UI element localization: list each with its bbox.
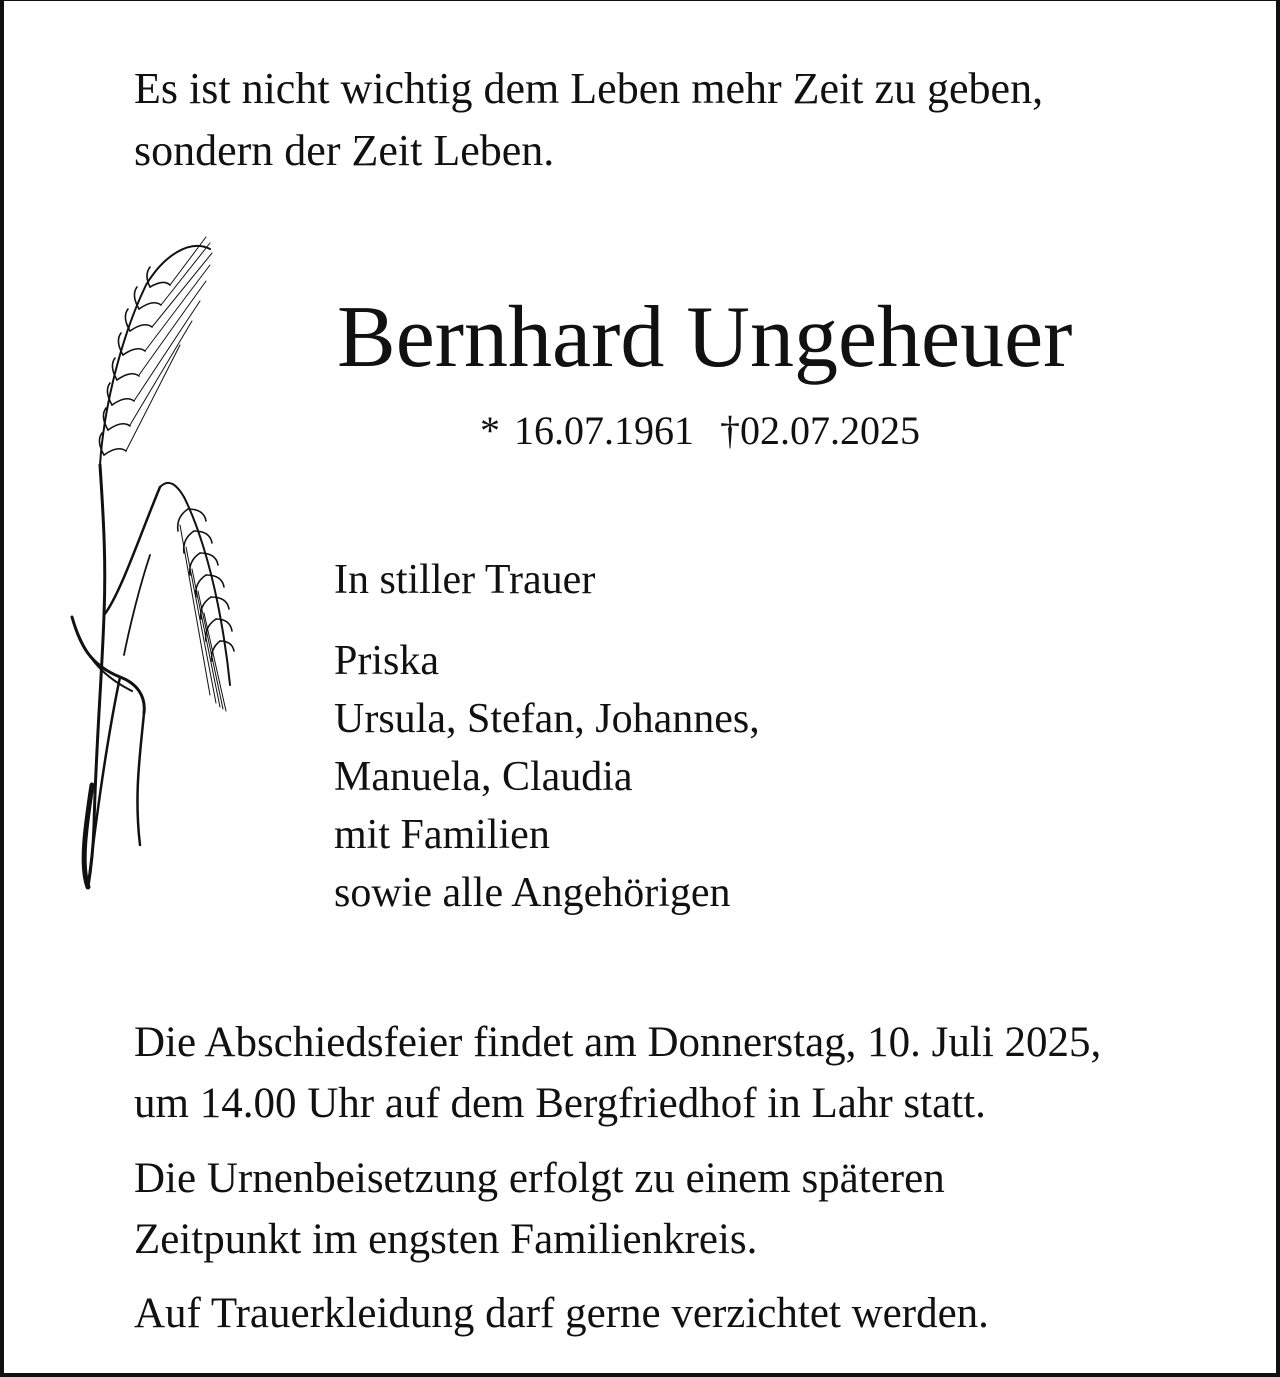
mourner-line: Priska [334,638,439,684]
birth-star-icon: * [480,408,500,453]
death-date: 02.07.2025 [740,408,920,453]
urn-line-1: Die Urnenbeisetzung erfolgt zu einem späteren [134,1155,945,1202]
mourner-line: Manuela, Claudia [334,754,633,800]
dress-line: Auf Trauerkleidung darf gerne verzichtet werden. [134,1290,989,1337]
mourner-line: sowie alle Angehörigen [334,870,731,916]
deceased-name: Bernhard Ungeheuer [337,289,1073,386]
urn-line-2: Zeitpunkt im engsten Familienkreis. [134,1216,758,1263]
ceremony-line-1: Die Abschiedsfeier findet am Donnerstag, 10. Juli 2025, [134,1019,1102,1066]
motto-line-1: Es ist nicht wichtig dem Leben mehr Zeit zu geben, [134,64,1044,113]
mourning-heading: In stiller Trauer [334,557,596,603]
mourner-line: Ursula, Stefan, Johannes, [334,696,760,742]
dress-code-notice [134,1283,1244,1344]
motto-quote [134,58,1214,182]
mourners-list [334,632,760,922]
motto-line-2: sondern der Zeit Leben. [134,126,555,175]
ceremony-notice [134,1012,1244,1134]
ceremony-line-2: um 14.00 Uhr auf dem Bergfriedhof in Lahr statt. [134,1080,986,1127]
wheat-ears-icon [60,225,250,895]
mourner-line: mit Familien [334,812,550,858]
birth-date: 16.07.1961 [514,408,694,453]
urn-burial-notice [134,1148,1244,1270]
life-dates [480,404,920,458]
death-cross-icon: † [720,408,740,453]
